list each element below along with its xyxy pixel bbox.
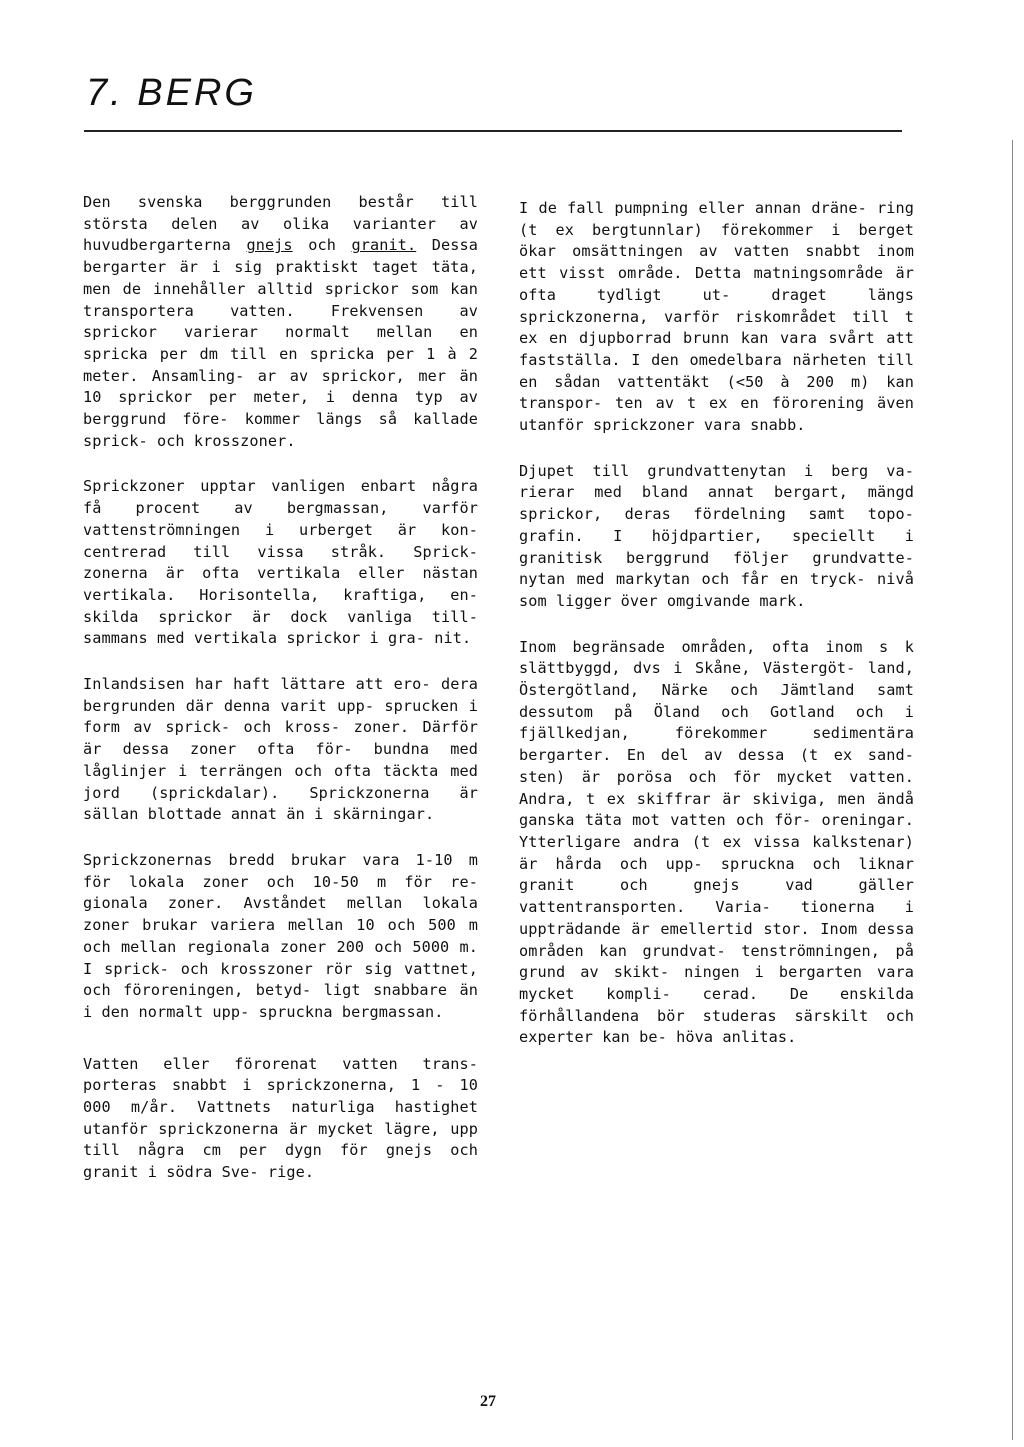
paragraph-sprickzoner: Sprickzoner upptar vanligen enbart några få procent av bergmassan, varför vattenströmningen i urberget är kon- centrerad till vissa stråk. Sprick- zonerna är ofta vertikala eller nästan vertikala. Horisontella, kraftiga, en- skilda sprickor är dock vanliga till- sammans med vertikala sprickor i gra- nit. xyxy=(83,477,478,648)
left-column xyxy=(83,192,478,1208)
right-column xyxy=(519,198,914,1073)
paragraph-pumping: I de fall pumpning eller annan dräne- ring (t ex bergtunnlar) förekommer i berget ökar omsättningen av vatten snabbt inom ett visst område. Detta matningsområde är ofta tydligt ut- draget längs sprickzonerna, varför riskområdet till t ex en djupborrad brunn kan vara svårt att fastställa. I den omedelbara närheten till en sådan vattentäkt (<50 à 200 m) kan transpor- ten av t ex en förorening även utanför sprickzoner vara snabb. xyxy=(519,199,914,435)
page-number: 27 xyxy=(480,1393,496,1410)
term-granit: granit. xyxy=(351,236,417,255)
paragraph-text: Dessa bergarter är i sig praktiskt taget täta, men de innehåller alltid sprickor som kan transportera vatten. Frekvensen av sprickor varierar normalt mellan en spricka per dm till en spricka per 1 à 2 meter. Ansamling- ar av sprickor, mer än 10 sprickor per meter, i denna typ av berggrund före- kommer längs så kallade sprick- och krosszoner. xyxy=(83,236,478,450)
paragraph-sedimentary: Inom begränsade områden, ofta inom s k slättbyggd, dvs i Skåne, Västergöt- land, Östergötland, Närke och Jämtland samt dessutom på Öland och Gotland och i fjällkedjan, förekommer sedimentära bergarter. En del av dessa (t ex sand- sten) är porösa och för mycket vatten. Andra, t ex skiffrar är skiviga, men ändå ganska täta mot vatten och för- oreningar. Ytterligare andra (t ex vissa kalkstenar) är hårda och upp- spruckna och liknar granit och gnejs vad gäller vattentransporten. Varia- tionerna i uppträdande är emellertid stor. Inom dessa områden kan grundvat- tenströmningen, på grund av skikt- ningen i bergarten vara mycket kompli- cerad. De enskilda förhållandena bör studeras särskilt och experter kan be- höva anlitas. xyxy=(519,637,914,1047)
page-edge-line xyxy=(1012,140,1013,1440)
paragraph-groundwater-depth: Djupet till grundvattenytan i berg va- rierar med bland annat bergart, mängd sprickor, deras fördelning samt topo- grafin. I höjdpartier, speciellt i granitisk berggrund följer grundvatte- nytan med markytan och får en tryck- nivå som ligger över omgivande mark. xyxy=(519,461,914,610)
paragraph-water-transport: Vatten eller förorenat vatten trans- porteras snabbt i sprickzonerna, 1 - 10 000 m/år. Vattnets naturliga hastighet utanför sprickzonerna är mycket lägre, upp till några cm per dygn för gnejs och granit i södra Sve- rige. xyxy=(83,1054,478,1182)
paragraph-inlandsisen: Inlandsisen har haft lättare att ero- dera bergrunden där denna varit upp- sprucken i form av sprick- och kross- zoner. Därför är dessa zoner ofta för- bundna med låglinjer i terrängen och ofta täckta med jord (sprickdalar). Sprickzonerna är sällan blottade annat än i skärningar. xyxy=(83,675,478,824)
paragraph-text: och xyxy=(292,236,352,255)
term-gnejs: gnejs xyxy=(246,236,293,255)
heading-rule xyxy=(84,130,902,132)
section-heading: 7. BERG xyxy=(86,72,257,114)
paragraph-bedrock-intro xyxy=(83,192,478,452)
paragraph-zone-width: Sprickzonernas bredd brukar vara 1-10 m för lokala zoner och 10-50 m för re- gionala zoner. Avståndet mellan lokala zoner brukar variera mellan 10 och 500 m och mellan regionala zoner 200 och 5000 m. I sprick- och krosszoner rör sig vattnet, och föroreningen, betyd- ligt snabbare än i den normalt upp- spruckna bergmassan. xyxy=(83,850,478,1021)
paragraph-text: Den svenska berggrunden består till största delen av olika varianter av huvudbergarterna xyxy=(83,193,478,255)
